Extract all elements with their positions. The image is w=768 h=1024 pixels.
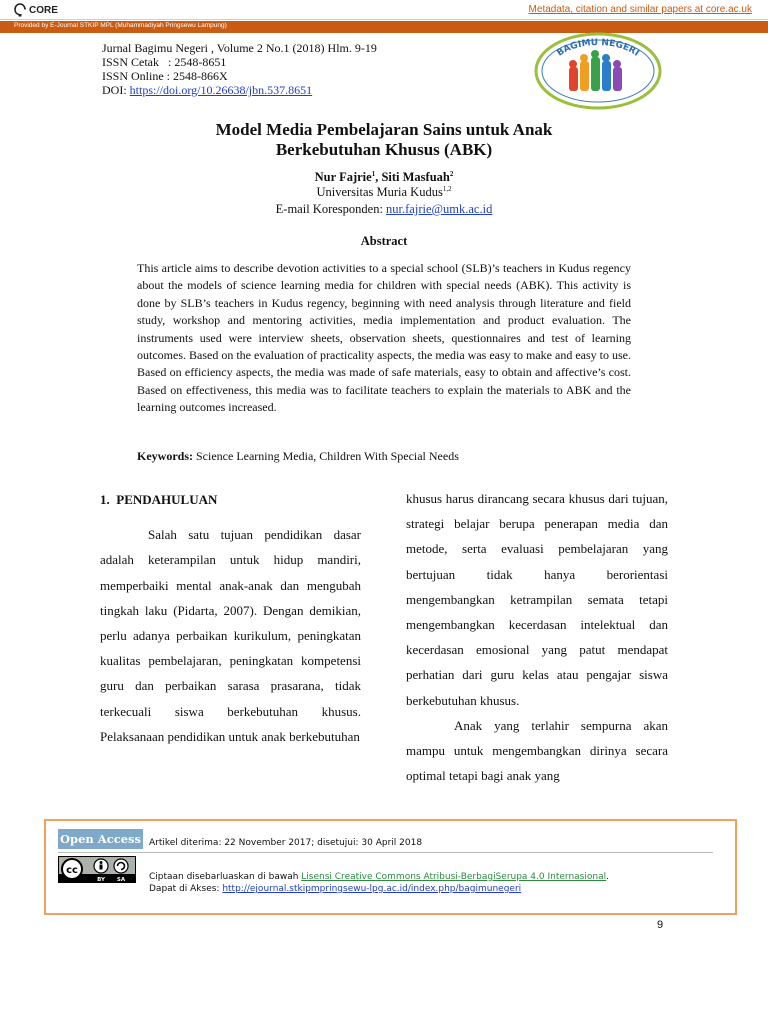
authors: Nur Fajrie$^1$, Siti Masfuah$^2$ (314, 169, 454, 184)
journal-info (102, 41, 377, 97)
body-paragraph: Salah satu tujuan pendidikan dasar adalah keterampilan untuk hidup mandiri, memperbaiki mental anak-anak dan mengubah tingkah laku (Pidarta, 2007). Dengan demikian, perlu adanya perbaikan kurikulum, peningkatan kualitas pembelajaran, peningkatan kompetensi guru dan perbaikan sarasa prasarana, tidak terkecuali siswa berkebutuhan khusus. Pelaksanaan pendidikan untuk anak berkebutuhan (100, 527, 361, 744)
right-column (406, 486, 668, 788)
doi-line: DOI: https://doi.org/10.26638/jbn.537.8651 (102, 83, 313, 97)
open-access-badge: Open Access (58, 829, 143, 849)
author-1: Nur Fajrie (314, 170, 372, 184)
access-statement: Dapat di Akses: http://ejournal.stkipmpringsewu-lpg.ac.id/index.php/bagimunegeri (149, 884, 522, 894)
section-heading: 1. PENDAHULUAN (100, 492, 218, 507)
license-link[interactable]: Lisensi Creative Commons Atribusi-BerbagiSerupa 4.0 Internasional (301, 872, 607, 882)
divider (58, 852, 713, 853)
keywords (137, 449, 459, 464)
keywords-label: Keywords: (137, 449, 193, 463)
svg-text:cc: cc (66, 865, 78, 876)
abstract-heading: Abstract (360, 234, 408, 248)
core-logo-icon (14, 3, 26, 17)
paper-title (0, 120, 768, 160)
correspondence-email: E-mail Koresponden: nur.fajrie@umk.ac.id (275, 202, 493, 216)
abstract-text: This article aims to describe devotion activities to a special school (SLB)’s teachers in Kudus regency about the models of science learning media for children with special needs (ABK). This activity is done by SLB’s teachers in Kudus regency, beginning with need analysis through literature and field study, workshop and mentoring activities, media implementation and product evaluation. The instruments used were interview sheets, observation sheets, questionnaires and test of learning outcomes. Based on the evaluation of practicality aspects, the media was easy to make and easy to use. Based on efficiency aspects, the media was made of safe materials, easy to obtain and affective’s cost. Based on effectiveness, this media was to facilitate teachers to explain the materials to ABK and the learning outcomes increased. (137, 261, 631, 415)
doi-link[interactable]: https://doi.org/10.26638/jbn.537.8651 (129, 83, 313, 97)
keywords-values: Science Learning Media, Children With Special Needs (193, 449, 459, 463)
provided-by-text: Provided by E-Journal STKIP MPL (Muhammadiyah Pringsewu Lampung) (14, 22, 227, 29)
journal-citation: Jurnal Bagimu Negeri , Volume 2 No.1 (2018) Hlm. 9-19 (102, 41, 377, 55)
core-header-bar (0, 0, 768, 20)
cc-sa-label: SA (116, 877, 126, 882)
journal-logo (533, 31, 663, 111)
core-logo-text: CORE (29, 4, 58, 16)
paper-title-line1: Model Media Pembelajaran Sains untuk Anak (215, 120, 553, 139)
body-paragraph: Anak yang terlahir sempurna akan mampu untuk mengembangkan dirinya secara optimal tetapi bagi anak yang (406, 717, 668, 784)
email-link[interactable]: nur.fajrie@umk.ac.id (386, 202, 493, 216)
cc-by-label: BY (97, 877, 105, 882)
journal-access-link[interactable]: http://ejournal.stkipmpringsewu-lpg.ac.id/index.php/bagimunegeri (222, 884, 522, 894)
creative-commons-icon[interactable] (58, 856, 136, 883)
core-metadata-link[interactable]: Metadata, citation and similar papers at core.ac.uk (528, 4, 752, 15)
license-statement: Ciptaan disebarluaskan di bawah Lisensi Creative Commons Atribusi-BerbagiSerupa 4.0 Internasional. (149, 872, 609, 882)
issn-print: ISSN Cetak : 2548-8651 (102, 55, 227, 69)
issn-online: ISSN Online : 2548-866X (102, 69, 228, 83)
body-paragraph: khusus harus dirancang secara khusus dari tujuan, strategi belajar berupa penerapan media dan metode, serta evaluasi pembelajaran yang bertujuan tidak hanya berorientasi mengembangkan ketrampilan semata tetapi mengembangkan kecerdasan intelektual dan kecerdasan emosional yang patut mendapat perhatian dari guru kelas atau pengajar siswa berkebutuhan khusus. (406, 491, 668, 708)
article-received-dates: Artikel diterima: 22 November 2017; disetujui: 30 April 2018 (149, 838, 423, 848)
journal-logo-text: BAGIMU NEGERI (555, 37, 641, 59)
core-logo[interactable] (14, 2, 58, 18)
paper-title-line2: Berkebutuhan Khusus (ABK) (275, 140, 493, 159)
open-access-box (44, 819, 737, 915)
affiliation: Universitas Muria Kudus$^{1,2}$ (316, 184, 452, 199)
page-number: 9 (657, 919, 664, 931)
left-column (100, 487, 361, 749)
author-2: Siti Masfuah (381, 170, 450, 184)
